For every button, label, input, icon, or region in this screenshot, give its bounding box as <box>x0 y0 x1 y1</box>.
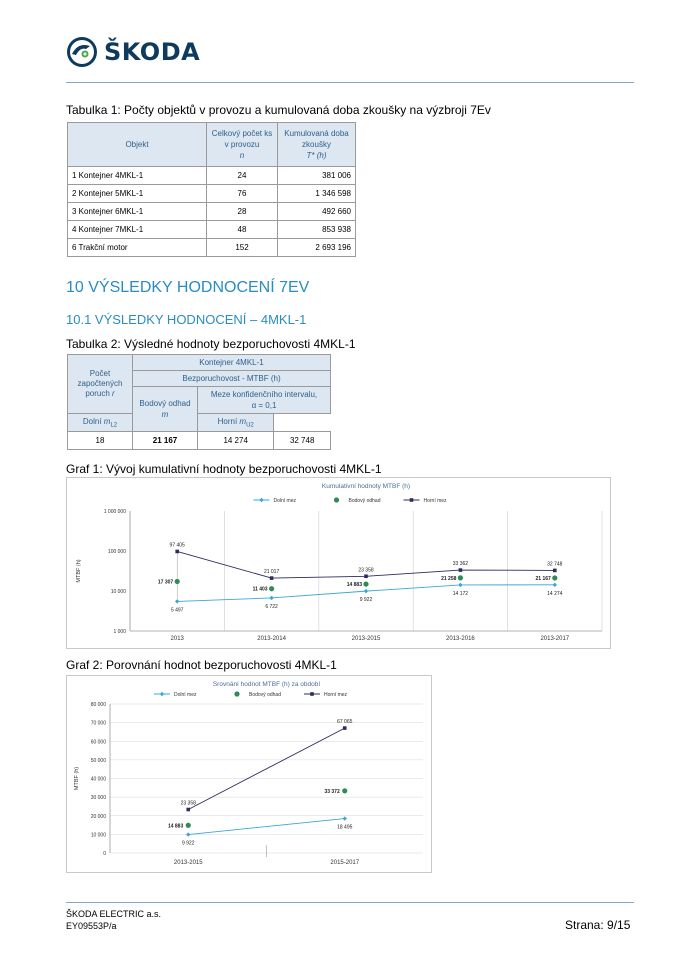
table-row: 3 Kontejner 6MKL-1 28 492 660 <box>68 203 356 221</box>
data-point <box>343 816 347 820</box>
table1-caption: Tabulka 1: Počty objektů v provozu a kumulovaná doba zkoušky na výzbroji 7Ev <box>66 103 491 117</box>
legend-marker <box>334 497 339 502</box>
table2-header-interval: Meze konfidenčního intervalu, α = 0,1 <box>198 387 331 414</box>
table2-header-count: Počet započtených poruch r <box>68 355 133 414</box>
legend-label: Bodový odhad <box>249 692 281 698</box>
x-tick-label: 2013-2015 <box>351 636 381 642</box>
data-label: 6 722 <box>265 603 278 610</box>
section-10-heading: 10 VÝSLEDKY HODNOCENÍ 7EV <box>66 279 310 296</box>
y-tick-label: 50 000 <box>90 757 106 764</box>
data-label: 9 922 <box>359 597 373 604</box>
table2-header-mtbf: Bezporuchovost - MTBF (h) <box>133 371 331 387</box>
graf1-caption: Graf 1: Vývoj kumulativní hodnoty bezporuchovosti 4MKL-1 <box>66 462 382 476</box>
data-label: 21 258 <box>441 575 457 582</box>
table2-header-point: Bodový odhad m <box>133 387 198 432</box>
header-rule <box>66 82 634 83</box>
chart2 <box>67 676 431 872</box>
chart-title: Kumulativní hodnoty MTBF (h) <box>321 483 411 490</box>
y-tick-label: 100 000 <box>107 549 126 555</box>
data-point <box>343 726 347 730</box>
data-point <box>364 589 368 593</box>
y-tick-label: 1 000 000 <box>103 509 126 515</box>
legend-label: Dolní mez <box>273 498 297 504</box>
table2 <box>67 354 331 450</box>
data-point <box>458 575 463 580</box>
data-point <box>553 583 557 587</box>
data-point <box>269 586 274 591</box>
skoda-logo <box>66 36 200 68</box>
series-line <box>177 551 555 578</box>
chart1-frame <box>66 477 611 649</box>
table-row: 18 21 167 14 274 32 748 <box>68 432 331 450</box>
y-tick-label: 30 000 <box>90 795 106 802</box>
legend-marker <box>234 691 239 696</box>
footer-rule <box>66 902 634 903</box>
data-label: 97 405 <box>169 542 185 549</box>
legend-label: Dolní mez <box>174 692 197 698</box>
data-label: 18 495 <box>337 824 353 831</box>
data-label: 14 274 <box>547 590 563 597</box>
data-label: 23 358 <box>180 800 196 807</box>
data-label: 14 883 <box>167 823 184 830</box>
table1 <box>67 122 356 257</box>
data-label: 21 017 <box>263 569 280 576</box>
data-label: 23 358 <box>358 567 374 574</box>
legend-label: Horní mez <box>423 498 447 504</box>
table2-header-upper: Horní $m_{U2}$ <box>198 414 274 432</box>
y-tick-label: 1 000 <box>113 629 126 635</box>
data-point <box>342 788 347 793</box>
table-row: 2 Kontejner 5MKL-1 76 1 346 598 <box>68 185 356 203</box>
data-point <box>553 569 557 573</box>
data-point <box>552 575 557 580</box>
table2-header-lower: Dolní $m_{L2}$ <box>68 414 133 432</box>
y-tick-label: 70 000 <box>90 720 106 727</box>
skoda-emblem-icon <box>66 36 98 68</box>
legend-marker <box>410 498 414 502</box>
legend-marker <box>259 498 263 502</box>
y-axis-label: MTBF (h) <box>74 766 80 791</box>
graf2-caption: Graf 2: Porovnání hodnot bezporuchovosti 4MKL-1 <box>66 658 337 672</box>
data-label: 14 883 <box>346 582 362 589</box>
legend-label: Horní mez <box>324 692 348 698</box>
section-10-1-heading: 10.1 VÝSLEDKY HODNOCENÍ – 4MKL-1 <box>66 312 307 327</box>
legend-marker <box>160 692 164 696</box>
data-label: 32 748 <box>547 561 563 568</box>
y-tick-label: 60 000 <box>90 739 106 746</box>
data-label: 5 497 <box>170 607 184 614</box>
data-point <box>270 576 274 580</box>
data-label: 14 172 <box>452 590 469 597</box>
chart1 <box>67 478 610 648</box>
table1-header-time: Kumulovaná doba zkoušky T* (h) <box>278 123 356 167</box>
x-tick-label: 2013-2016 <box>446 636 475 642</box>
footer-company: ŠKODA ELECTRIC a.s. <box>66 909 162 919</box>
data-point <box>363 581 368 586</box>
data-point <box>186 823 191 828</box>
table-row: 6 Trakční motor 152 2 693 196 <box>68 239 356 257</box>
table2-caption: Tabulka 2: Výsledné hodnoty bezporuchovosti 4MKL-1 <box>66 337 356 351</box>
y-tick-label: 40 000 <box>90 776 106 783</box>
x-tick-label: 2013 <box>170 636 184 642</box>
y-axis-label: MTBF (h) <box>76 559 82 583</box>
table-row: 1 Kontejner 4MKL-1 24 381 006 <box>68 167 356 185</box>
y-tick-label: 10 000 <box>90 832 106 839</box>
data-point <box>269 596 273 600</box>
data-label: 21 167 <box>535 575 551 582</box>
data-point <box>186 832 190 836</box>
data-point <box>458 583 462 587</box>
data-label: 9 922 <box>181 840 195 847</box>
data-point <box>459 568 463 572</box>
legend-label: Bodový odhad <box>348 498 381 504</box>
x-tick-label: 2013-2017 <box>540 636 570 642</box>
chart-title: Srovnání hodnot MTBF (h) za období <box>212 681 321 688</box>
data-label: 17 307 <box>157 579 174 586</box>
y-tick-label: 10 000 <box>110 589 126 595</box>
legend-marker <box>310 692 314 696</box>
footer-page-number: Strana: 9/15 <box>565 918 631 932</box>
table-row: 4 Kontejner 7MKL-1 48 853 938 <box>68 221 356 239</box>
footer-docid: EY09553P/a <box>66 921 117 931</box>
data-label: 11 403 <box>252 586 268 593</box>
data-point <box>175 599 179 603</box>
data-label: 33 372 <box>324 788 340 795</box>
data-label: 33 362 <box>452 561 469 568</box>
y-tick-label: 0 <box>103 851 106 857</box>
data-point <box>364 574 368 578</box>
data-point <box>175 550 179 554</box>
table1-header-objekt: Objekt <box>68 123 207 167</box>
y-tick-label: 20 000 <box>90 813 106 820</box>
data-label: 67 065 <box>337 719 353 726</box>
x-tick-label: 2013-2014 <box>257 636 286 642</box>
table1-header-count: Celkový počet ks v provozu n <box>207 123 278 167</box>
table2-header-group: Kontejner 4MKL-1 <box>133 355 331 371</box>
x-tick-label: 2013-2015 <box>173 860 203 866</box>
chart2-frame <box>66 675 432 873</box>
x-tick-label: 2015-2017 <box>330 860 360 866</box>
data-point <box>186 808 190 812</box>
brand-name: ŠKODA <box>104 38 201 66</box>
series-line <box>188 819 345 835</box>
data-point <box>175 579 180 584</box>
y-tick-label: 80 000 <box>90 702 106 708</box>
